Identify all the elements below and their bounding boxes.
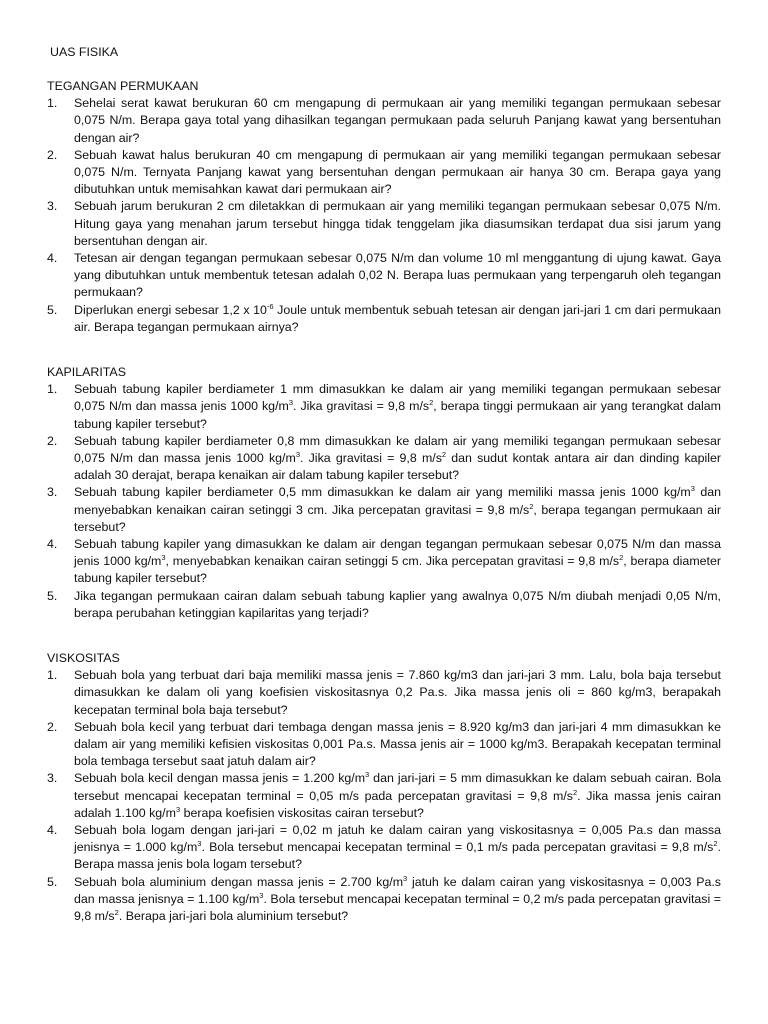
question-text: Sebuah bola kecil yang terbuat dari tembaga dengan massa jenis = 8.920 kg/m3 dan jari-jari 4 mm dimasukkan ke dalam air yang memiliki kefisien viskositas 0,001 Pa.s. Massa jenis air = 1000 kg/m3. Berapakah kecepatan terminal bola tembaga tersebut saat jatuh dalam air? [74,719,721,769]
question-item [47,588,721,622]
question-item [47,95,721,147]
question-item [47,147,721,199]
question-item [47,719,721,771]
question-number: 3. [47,199,58,214]
question-text: Tetesan air dengan tegangan permukaan sebesar 0,075 N/m dan volume 10 ml menggantung di ujung kawat. Gaya yang dibutuhkan untuk membentuk tetesan adalah 0,02 N. Berapa luas permukaan yang terpengaruh oleh tegangan permukaan? [74,251,721,300]
question-item [47,770,721,822]
question-item [47,667,721,719]
question-number: 3. [47,771,58,786]
question-number: 1. [47,668,58,683]
section-tegangan-permukaan [47,78,721,336]
question-text: Sebuah bola aluminium dengan massa jenis = 2.700 $kg/m^3$ jatuh ke dalam cairan yang viskositasnya = 0,003 Pa.s dan massa jenisnya = 1.100 $kg/m^3$. Bola tersebut mencapai kecepatan terminal = 0,2 m/s pada percepatan gravitasi = 9,8 $m/s^2$. Berapa jari-jari bola aluminium tersebut? [74,873,721,924]
question-item [47,198,721,250]
question-text: Sebuah jarum berukuran 2 cm diletakkan di permukaan air yang memiliki tegangan permukaan sebesar 0,075 N/m. Hitung gaya yang menahan jarum tersebut hingga tidak tenggelam jika diasumsikan terdapat dua sisi jarum yang bersentuhan dengan air. [74,199,721,248]
question-text: Sebuah tabung kapiler berdiameter 1 mm dimasukkan ke dalam air yang memiliki tegangan permukaan sebesar 0,075 N/m dan massa jenis 1000 $kg/m^3$. Jika gravitasi = 9,8 $m/s^2$, berapa tinggi permukaan air yang terangkat dalam tabung kapiler tersebut? [74,382,722,431]
question-number: 5. [47,874,58,889]
question-item [47,433,721,485]
question-item [47,874,721,926]
question-number: 5. [47,302,58,317]
question-text: Sebuah tabung kapiler berdiameter 0,5 mm dimasukkan ke dalam air yang memiliki massa jenis 1000 $kg/m^3$ dan menyebabkan kenaikan cairan setinggi 3 cm. Jika percepatan gravitasi = 9,8 $m/s^2$, berapa tegangan permukaan air tersebut? [74,484,721,534]
question-text: Sebuah tabung kapiler berdiameter 0,8 mm dimasukkan ke dalam air yang memiliki tegangan permukaan sebesar 0,075 N/m dan massa jenis 1000 $kg/m^3$. Jika gravitasi = 9,8 $m/s^2$ dan sudut kontak antara air dan dinding kapiler adalah 30 derajat, berapa kenaikan air dalam tabung kapiler tersebut? [74,433,721,483]
document-title: UAS FISIKA [50,45,119,59]
section-heading: TEGANGAN PERMUKAAN [47,79,199,93]
section-heading: KAPILARITAS [47,365,126,379]
question-number: 4. [47,251,58,266]
question-text: Sebuah bola yang terbuat dari baja memiliki massa jenis = 7.860 kg/m3 dan jari-jari 3 mm. Lalu, bola baja tersebut dimasukkan ke dalam oli yang koefisien viskositasnya 0,2 Pa.s. Jika massa jenis oli = 860 kg/m3, berapakah kecepatan terminal bola baja tersebut? [74,668,721,717]
question-item [47,381,721,433]
question-text: Jika tegangan permukaan cairan dalam sebuah tabung kaplier yang awalnya 0,075 N/m diubah menjadi 0,05 N/m, berapa perubahan ketinggian kapilaritas yang terjadi? [74,588,721,620]
question-item [47,484,721,536]
section-viskositas [47,650,721,925]
question-item [47,536,721,588]
question-number: 2. [47,433,58,448]
question-text: Sebuah kawat halus berukuran 40 cm mengapung di permukaan air yang memiliki tegangan permukaan sebesar 0,075 N/m. Ternyata Panjang kawat yang bersentuhan dengan permukaan air hanya 30 cm. Berapa gaya yang dibutuhkan untuk memisahkan kawat dari permukaan air? [74,147,721,197]
section-kapilaritas [47,364,721,622]
question-number: 5. [47,588,58,603]
question-item [47,250,721,302]
question-list [47,381,721,622]
question-list [47,95,721,336]
question-text: Sebuah bola logam dengan jari-jari = 0,02 m jatuh ke dalam cairan yang viskositasnya = 0,005 Pa.s dan massa jenisnya = 1.000 $kg/m^3$. Bola tersebut mencapai kecepatan terminal = 0,1 m/s pada percepatan gravitasi = 9,8 $m/s^2$. Berapa massa jenis bola logam tersebut? [74,823,721,872]
question-text: Sebuah bola kecil dengan massa jenis = 1.200 $kg/m^3$ dan jari-jari = 5 mm dimasukkan ke dalam sebuah cairan. Bola tersebut mencapai kecepatan terminal = 0,05 m/s pada percepatan gravitasi = 9,8 $m/s^2$. Jika massa jenis cairan adalah 1.100 $kg/m^3$ berapa koefisien viskositas cairan tersebut? [74,770,721,820]
question-number: 2. [47,147,58,162]
question-number: 4. [47,537,58,552]
question-number: 1. [47,96,58,111]
question-number: 3. [47,485,58,500]
question-text: Sebuah tabung kapiler yang dimasukkan ke dalam air dengan tegangan permukaan sebesar 0,075 N/m dan massa jenis 1000 $kg/m^3$, menyebabkan kenaikan cairan setinggi 5 cm. Jika percepatan gravitasi = 9,8 $m/s^2$, berapa diameter tabung kapiler tersebut? [74,537,721,586]
question-number: 4. [47,823,58,838]
question-text: Diperlukan energi sebesar 1,2 x $10^{-6}$ Joule untuk membentuk sebuah tetesan air dengan jari-jari 1 cm dari permukaan air. Berapa tegangan permukaan airnya? [74,301,722,334]
question-number: 2. [47,719,58,734]
question-number: 1. [47,382,58,397]
question-text: Sehelai serat kawat berukuran 60 cm mengapung di permukaan air yang memiliki tegangan permukaan sebesar 0,075 N/m. Berapa gaya total yang dihasilkan tegangan permukaan pada seluruh Panjang kawat yang bersentuhan dengan air? [74,96,721,145]
question-list [47,667,721,925]
section-heading: VISKOSITAS [47,651,120,665]
question-item [47,302,721,336]
question-item [47,822,721,874]
